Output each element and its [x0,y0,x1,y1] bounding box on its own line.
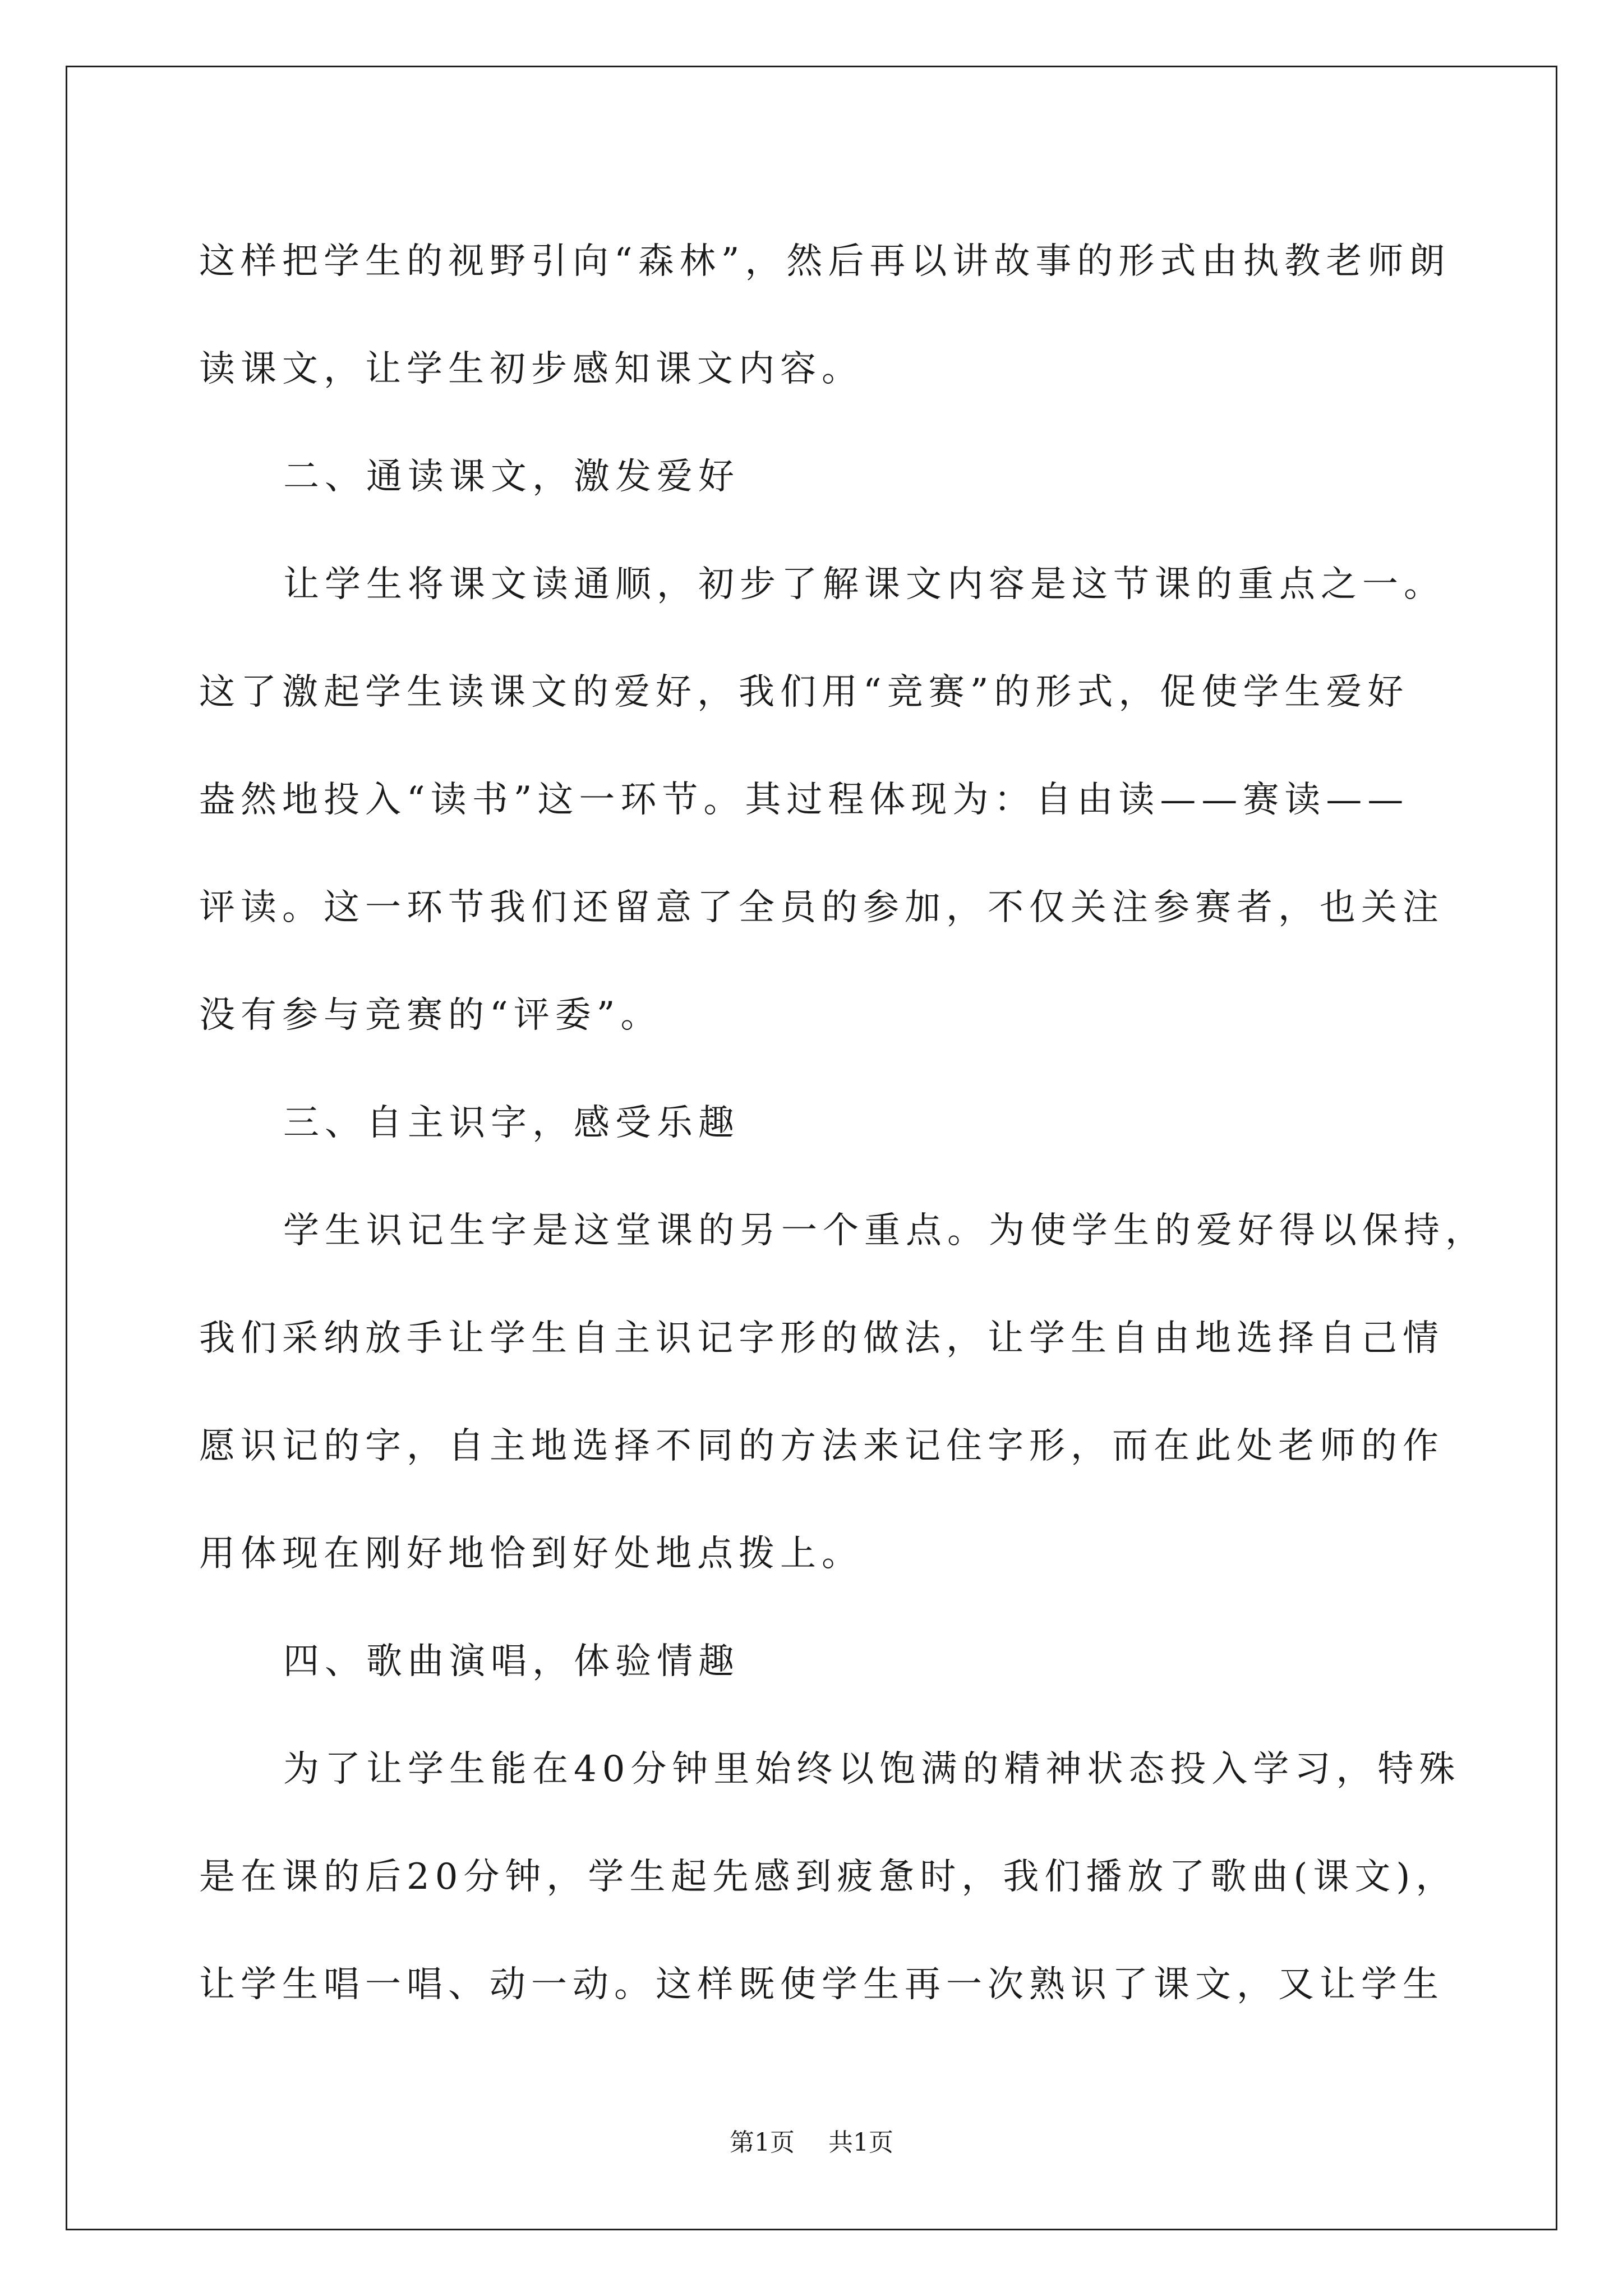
section-heading: 二、通读课文，激发爱好 [283,456,740,498]
text-line: 评读。这一环节我们还留意了全员的参加，不仅关注参赛者，也关注 [199,887,1444,928]
page-number-total: 共1页 [828,2128,893,2157]
text-line: 这样把学生的视野引向“森林”，然后再以讲故事的形式由执教老师朗 [199,241,1451,282]
document-body [199,208,1487,2039]
page-footer [0,2126,1623,2160]
text-line: 没有参与竞赛的“评委”。 [199,995,662,1036]
text-line: 这了激起学生读课文的爱好，我们用“竞赛”的形式，促使学生爱好 [199,671,1409,713]
section-heading: 四、歌曲演唱，体验情趣 [283,1641,740,1682]
text-line: 读课文，让学生初步感知课文内容。 [199,348,863,390]
text-line: 是在课的后20分钟，学生起先感到疲惫时，我们播放了歌曲(课文)， [199,1856,1458,1898]
text-line: 让学生唱一唱、动一动。这样既使学生再一次熟识了课文，又让学生 [199,1964,1444,2005]
page-number-current: 第1页 [730,2128,795,2157]
paragraph-start: 为了让学生能在40分钟里始终以饱满的精神状态投入学习，特殊 [283,1749,1461,1790]
text-line: 我们采纳放手让学生自主识记字形的做法，让学生自由地选择自己情 [199,1318,1444,1359]
text-line: 用体现在刚好地恰到好处地点拨上。 [199,1533,863,1575]
section-heading: 三、自主识字，感受乐趣 [283,1102,740,1144]
text-line: 盎然地投入“读书”这一环节。其过程体现为：自由读——赛读—— [199,779,1409,821]
paragraph-start: 学生识记生字是这堂课的另一个重点。为使学生的爱好得以保持， [283,1210,1487,1251]
text-line: 愿识记的字，自主地选择不同的方法来记住字形，而在此处老师的作 [199,1425,1444,1467]
paragraph-start: 让学生将课文读通顺，初步了解课文内容是这节课的重点之一。 [283,564,1445,605]
